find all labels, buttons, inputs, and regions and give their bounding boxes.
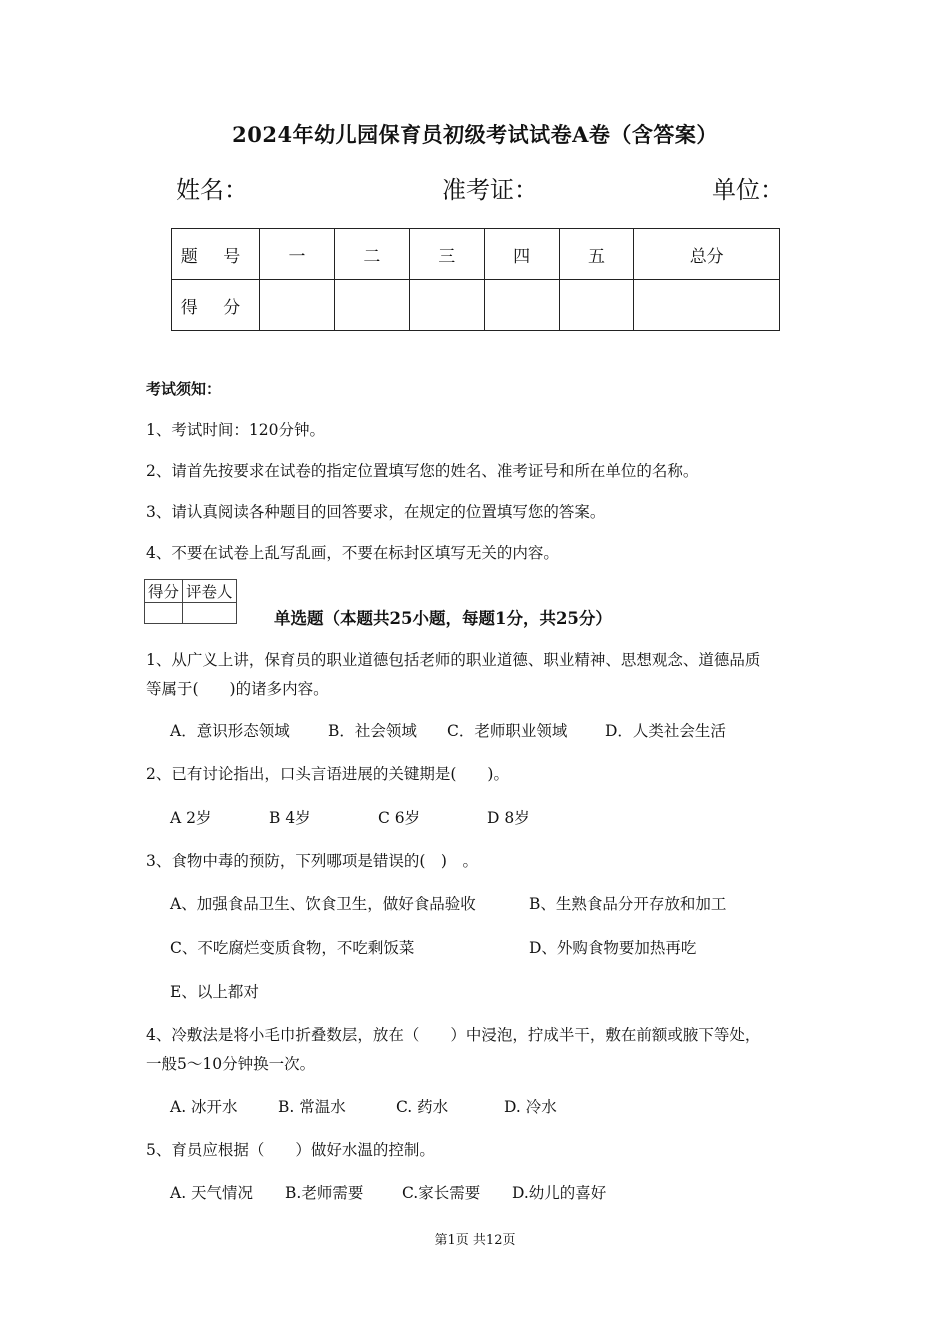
answer-option: C、不吃腐烂变质食物，不吃剩饭菜 [170, 939, 415, 957]
notice-heading: 考试须知： [146, 380, 222, 398]
answer-option: A．意识形态领域 [170, 722, 290, 740]
answer-option: B.老师需要 [285, 1184, 364, 1202]
grader-box [144, 579, 237, 624]
column-header: 三 [409, 229, 484, 280]
grader-score-label: 得分 [145, 580, 183, 603]
answer-option: B、生熟食品分开存放和加工 [529, 895, 727, 913]
answer-option: D、外购食物要加热再吃 [529, 939, 697, 957]
question-text: 4、冷敷法是将小毛巾折叠数层，放在（ ）中浸泡，拧成半干，敷在前额或腋下等处， [146, 1026, 761, 1044]
section-title: 单选题（本题共25小题，每题1分，共25分） [274, 609, 612, 628]
notice-item: 3、请认真阅读各种题目的回答要求，在规定的位置填写您的答案。 [146, 503, 606, 521]
answer-option: B. 常温水 [278, 1098, 346, 1116]
question-text: 5、育员应根据（ ）做好水温的控制。 [146, 1141, 435, 1159]
question-text: 3、食物中毒的预防，下列哪项是错误的( ) 。 [146, 852, 478, 870]
question-text: 一般5～10分钟换一次。 [146, 1055, 316, 1073]
answer-option: C 6岁 [378, 809, 421, 827]
question-number-header: 题 号 [172, 229, 260, 280]
question-text: 等属于( )的诸多内容。 [146, 680, 329, 698]
answer-option: D．人类社会生活 [605, 722, 726, 740]
answer-option: B 4岁 [269, 809, 311, 827]
grader-score-cell [145, 603, 183, 624]
grader-name-cell [183, 603, 237, 624]
name-label: 姓名： [176, 176, 248, 204]
answer-option: C. 药水 [396, 1098, 449, 1116]
answer-option: A. 冰开水 [170, 1098, 238, 1116]
answer-option: A 2岁 [170, 809, 212, 827]
score-cell [634, 280, 780, 331]
score-row-header: 得 分 [172, 280, 260, 331]
column-header: 四 [484, 229, 559, 280]
score-table-header-row [172, 229, 780, 280]
score-cell [409, 280, 484, 331]
question-text: 2、已有讨论指出，口头言语进展的关键期是( )。 [146, 765, 509, 783]
column-header: 二 [334, 229, 409, 280]
score-cell [260, 280, 335, 331]
notice-item: 4、不要在试卷上乱写乱画，不要在标封区填写无关的内容。 [146, 544, 559, 562]
column-header: 总分 [634, 229, 780, 280]
column-header: 一 [260, 229, 335, 280]
question-text: 1、从广义上讲，保育员的职业道德包括老师的职业道德、职业精神、思想观念、道德品质 [146, 651, 761, 669]
answer-option: D.幼儿的喜好 [512, 1184, 607, 1202]
exam-title: 2024年幼儿园保育员初级考试试卷A卷（含答案） [232, 122, 718, 147]
score-cell [484, 280, 559, 331]
candidate-info-row [176, 170, 784, 204]
notice-item: 2、请首先按要求在试卷的指定位置填写您的姓名、准考证号和所在单位的名称。 [146, 462, 699, 480]
answer-option: A. 天气情况 [170, 1184, 254, 1202]
answer-option: C.家长需要 [402, 1184, 481, 1202]
answer-option: C．老师职业领域 [447, 722, 568, 740]
answer-option: E、以上都对 [170, 983, 259, 1001]
unit-label: 单位： [712, 176, 784, 204]
score-table [171, 228, 780, 331]
grader-name-label: 评卷人 [183, 580, 237, 603]
column-header: 五 [559, 229, 634, 280]
answer-option: A、加强食品卫生、饮食卫生，做好食品验收 [170, 895, 476, 913]
notice-item: 1、考试时间：120分钟。 [146, 421, 325, 439]
answer-option: B．社会领域 [328, 722, 417, 740]
score-table-score-row [172, 280, 780, 331]
exam-id-label: 准考证： [442, 176, 538, 204]
page-number: 第1页 共12页 [434, 1233, 516, 1248]
score-cell [334, 280, 409, 331]
answer-option: D 8岁 [487, 809, 530, 827]
answer-option: D. 冷水 [504, 1098, 557, 1116]
score-cell [559, 280, 634, 331]
